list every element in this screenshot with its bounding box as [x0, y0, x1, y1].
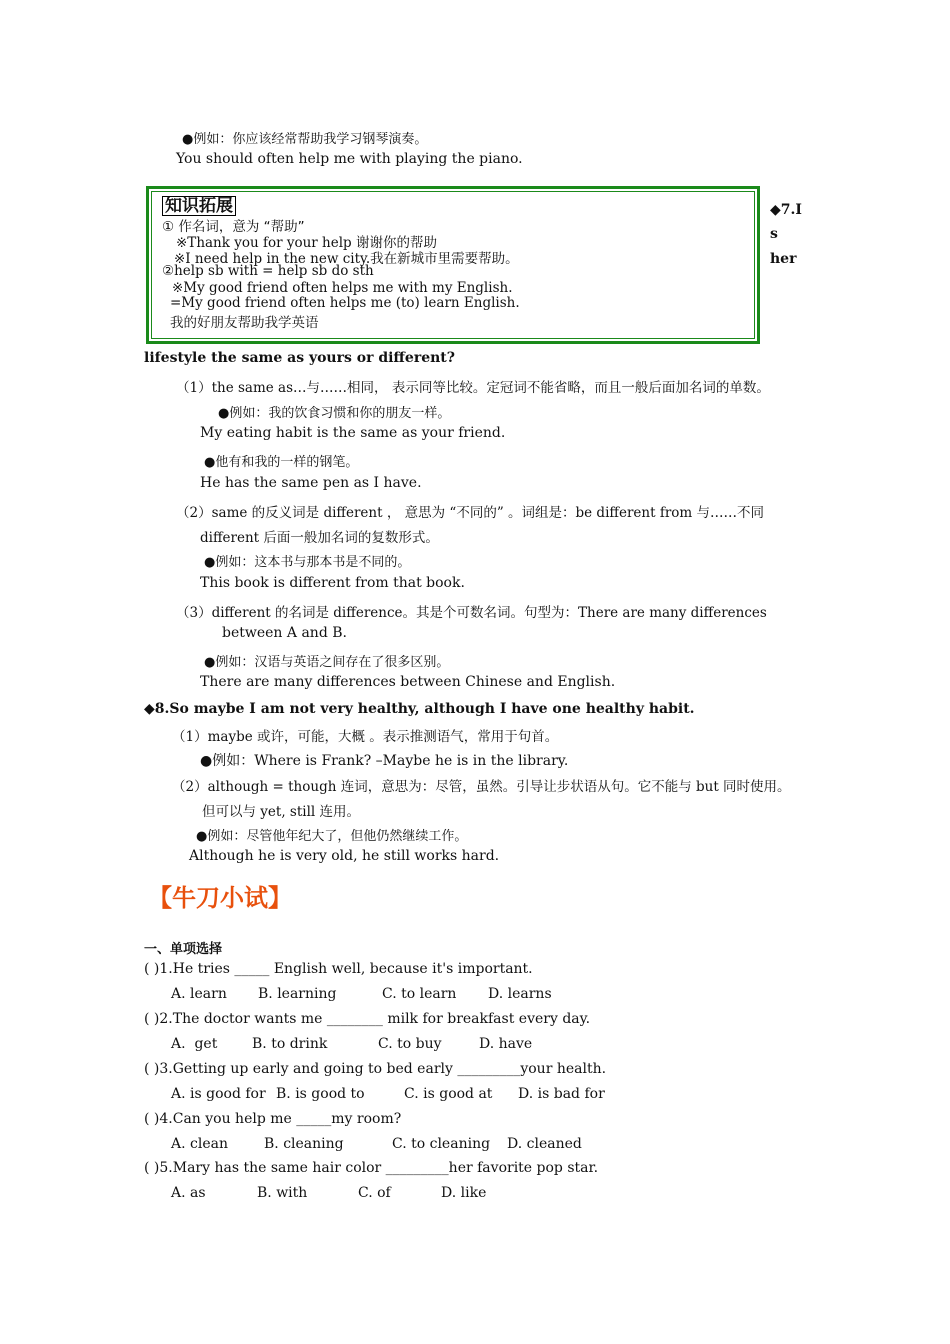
question-stem: ( )3.Getting up early and going to bed early _________your health. — [144, 1061, 607, 1077]
option: A. learn — [171, 986, 227, 1002]
item7-title: lifestyle the same as yours or different? — [144, 350, 455, 366]
practice-heading: 【牛刀小试】 — [148, 884, 292, 912]
item7-p1-ex1-en: My eating habit is the same as your friend. — [200, 425, 506, 441]
knowledge-line: ※My good friend often helps me with my English. — [172, 280, 513, 296]
option: A. clean — [171, 1136, 228, 1152]
item8-p2-ex-cn: ●例如：尽管他年纪大了，但他仍然继续工作。 — [196, 829, 468, 844]
knowledge-box — [146, 186, 760, 344]
item7-p3-ex-cn: ●例如：汉语与英语之间存在了很多区别。 — [204, 655, 450, 670]
option: C. to learn — [382, 986, 457, 1002]
knowledge-line: ① 作名词，意为 “帮助” — [162, 219, 305, 235]
item8-p1-ex: ●例如：Where is Frank? –Maybe he is in the library. — [200, 753, 569, 769]
option: B. to drink — [252, 1036, 328, 1052]
option: C. to buy — [378, 1036, 442, 1052]
option: D. is bad for — [518, 1086, 605, 1102]
item7-p1-ex2-cn: ●他有和我的一样的钢笔。 — [204, 455, 359, 470]
knowledge-line: ※I need help in the new city.我在新城市里需要帮助。 — [174, 251, 519, 267]
item7-p2-ex-en: This book is different from that book. — [200, 575, 465, 591]
item7-p1-ex2-en: He has the same pen as I have. — [200, 475, 422, 491]
side-note-line: her — [770, 251, 797, 267]
item8-p1: （1）maybe 或许，可能，大概 。表示推测语气，常用于句首。 — [172, 729, 559, 745]
question-stem: ( )4.Can you help me _____my room? — [144, 1111, 402, 1127]
option: C. to cleaning — [392, 1136, 491, 1152]
knowledge-line: 我的好朋友帮助我学英语 — [170, 315, 319, 331]
item8-p2-ex-en: Although he is very old, he still works hard. — [189, 848, 500, 864]
item7-p3-cont: between A and B. — [222, 625, 347, 641]
item7-p2-ex-cn: ●例如：这本书与那本书是不同的。 — [204, 555, 411, 570]
section-title: 一、单项选择 — [144, 942, 223, 957]
option: D. cleaned — [507, 1136, 582, 1152]
knowledge-line: ②help sb with = help sb do sth — [162, 263, 374, 279]
example-en: You should often help me with playing the piano. — [176, 151, 523, 167]
example-cn: ●例如：你应该经常帮助我学习钢琴演奏。 — [182, 132, 428, 147]
option: A. as — [171, 1185, 206, 1201]
option: B. learning — [258, 986, 337, 1002]
option: A. is good for — [171, 1086, 266, 1102]
item7-p1: （1）the same as…与……相同， 表示同等比较。定冠词不能省略，而且一般后面加名词的单数。 — [176, 380, 770, 396]
item7-p1-ex1-cn: ●例如：我的饮食习惯和你的朋友一样。 — [218, 406, 451, 421]
item8-p2-cont: 但可以与 yet, still 连用。 — [202, 804, 361, 820]
item7-p3-ex-en: There are many differences between Chinese and English. — [200, 674, 616, 690]
item8-title: ◆8.So maybe I am not very healthy, although I have one healthy habit. — [144, 701, 695, 717]
knowledge-line: ※Thank you for your help 谢谢你的帮助 — [176, 235, 437, 251]
item7-p2-cont: different 后面一般加名词的复数形式。 — [200, 530, 439, 546]
option: C. is good at — [404, 1086, 493, 1102]
question-stem: ( )2.The doctor wants me ________ milk for breakfast every day. — [144, 1011, 591, 1027]
option: D. have — [479, 1036, 533, 1052]
item8-p2: （2）although = though 连词，意思为：尽管，虽然。引导让步状语从句。它不能与 but 同时使用。 — [172, 779, 791, 795]
option: B. cleaning — [264, 1136, 344, 1152]
item7-p2: （2）same 的反义词是 different ， 意思为 “不同的” 。词组是：be different from 与……不同 — [176, 505, 764, 521]
option: B. is good to — [276, 1086, 365, 1102]
question-stem: ( )1.He tries _____ English well, because it's important. — [144, 961, 533, 977]
knowledge-line: =My good friend often helps me (to) learn English. — [170, 295, 520, 311]
knowledge-box-title: 知识拓展 — [162, 196, 236, 216]
option: D. like — [441, 1185, 487, 1201]
item7-p3: （3）different 的名词是 difference。其是个可数名词。句型为：There are many differences — [176, 605, 767, 621]
side-note-line: ◆7.I — [770, 202, 802, 218]
option: C. of — [358, 1185, 391, 1201]
option: D. learns — [488, 986, 552, 1002]
option: A. get — [171, 1036, 218, 1052]
option: B. with — [257, 1185, 308, 1201]
side-note-line: s — [770, 226, 778, 242]
question-stem: ( )5.Mary has the same hair color _________her favorite pop star. — [144, 1160, 599, 1176]
